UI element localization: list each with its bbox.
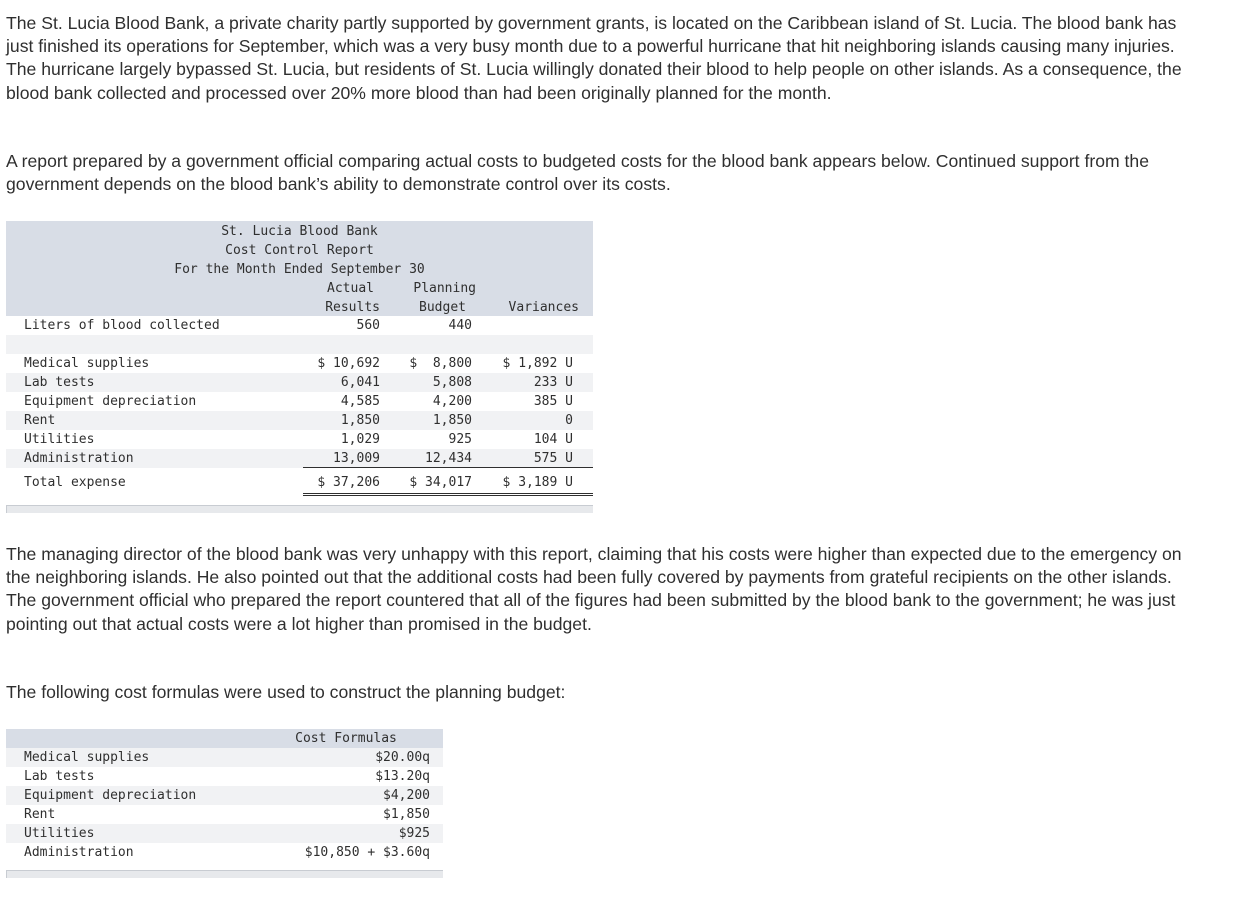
- row-label: Lab tests: [24, 375, 95, 390]
- row-variance: 104 U: [533, 432, 573, 447]
- table-row: [6, 824, 443, 843]
- row-budget: 4,200: [432, 394, 472, 409]
- col-header-actual-2: Results: [325, 300, 380, 315]
- row-variance: 0: [565, 413, 573, 428]
- formulas-header-row: [6, 729, 443, 748]
- formula-value: $1,850: [383, 807, 430, 822]
- intro-paragraph: The St. Lucia Blood Bank, a private charity partly supported by government grants, is located on the Caribbean island of St. Lucia. The blood bank has just finished its operations for September, which was a very busy month due to a powerful hurricane that hit neighboring islands causing many injuries. The hurricane largely bypassed St. Lucia, but residents of St. Lucia willingly donated their blood to help people on other islands. As a consequence, the blood bank collected and processed over 20% more blood than had been originally planned for the month.: [6, 13, 1182, 103]
- table-row: [6, 786, 443, 805]
- row-actual: $ 10,692: [317, 356, 380, 371]
- row-variance: 385 U: [533, 394, 573, 409]
- total-row: [6, 473, 593, 492]
- formula-label: Administration: [24, 845, 134, 860]
- row-label: Medical supplies: [24, 356, 150, 371]
- formula-value: $20.00q: [375, 750, 430, 765]
- total-double-rule-bottom: [303, 495, 593, 496]
- cost-formulas-table: [6, 729, 443, 884]
- formula-value: $925: [398, 826, 430, 841]
- row-variance: 233 U: [533, 375, 573, 390]
- liters-label: Liters of blood collected: [24, 318, 220, 333]
- table-row: [6, 767, 443, 786]
- row-budget: 12,434: [425, 451, 472, 466]
- col-header-actual-1: Actual: [327, 281, 374, 296]
- formula-label: Medical supplies: [24, 750, 150, 765]
- row-budget: 1,850: [432, 413, 472, 428]
- spacer-row: [6, 335, 593, 354]
- table-row: [6, 392, 593, 411]
- row-variance: 575 U: [533, 451, 573, 466]
- table-footer-bar: [6, 505, 593, 513]
- formula-label: Lab tests: [24, 769, 95, 784]
- table-row: [6, 430, 593, 449]
- report-period: For the Month Ended September 30: [174, 262, 425, 277]
- row-actual: 4,585: [340, 394, 380, 409]
- row-variance: $ 1,892 U: [502, 356, 573, 371]
- table-row: [6, 805, 443, 824]
- liters-budget: 440: [448, 318, 472, 333]
- row-label: Utilities: [24, 432, 95, 447]
- row-label: Administration: [24, 451, 134, 466]
- col-header-budget-1: Planning: [413, 281, 476, 296]
- total-variance: $ 3,189 U: [502, 475, 573, 490]
- formula-value: $10,850 + $3.60q: [304, 845, 430, 860]
- row-actual: 6,041: [340, 375, 380, 390]
- formula-value: $4,200: [383, 788, 430, 803]
- col-header-variances: Variances: [508, 300, 579, 315]
- formulas-footer-bar: [6, 870, 443, 878]
- table-row: [6, 449, 593, 468]
- table-row: [6, 373, 593, 392]
- row-actual: 13,009: [333, 451, 380, 466]
- total-label: Total expense: [24, 475, 126, 490]
- formulas-header: Cost Formulas: [295, 731, 397, 746]
- liters-actual: 560: [356, 318, 380, 333]
- row-actual: 1,850: [340, 413, 380, 428]
- report-intro-paragraph: A report prepared by a government official comparing actual costs to budgeted costs for the blood bank appears below. Continued support from the government depends on the blood bank’s ability to demonstrate control over its costs.: [6, 151, 1149, 195]
- formula-label: Utilities: [24, 826, 95, 841]
- total-double-rule-top: [303, 493, 593, 494]
- row-budget: $ 8,800: [409, 356, 472, 371]
- report-title: St. Lucia Blood Bank: [221, 224, 378, 239]
- row-budget: 925: [448, 432, 472, 447]
- table-row: [6, 411, 593, 430]
- report-subtitle: Cost Control Report: [225, 243, 374, 258]
- table-row: [6, 748, 443, 767]
- formulas-intro-paragraph: The following cost formulas were used to construct the planning budget:: [6, 682, 566, 702]
- total-budget: $ 34,017: [409, 475, 472, 490]
- cost-control-report-table: [6, 221, 593, 513]
- row-label: Equipment depreciation: [24, 394, 197, 409]
- liters-row: [6, 316, 593, 335]
- col-header-budget-2: Budget: [419, 300, 466, 315]
- subtotal-rule: [303, 467, 593, 468]
- director-response-paragraph: The managing director of the blood bank was very unhappy with this report, claiming that his costs were higher than expected due to the emergency on the neighboring islands. He also pointed out that the additional costs had been fully covered by payments from grateful recipients on the other islands. The government official who prepared the report countered that all of the figures had been submitted by the blood bank to the government; he was just pointing out that actual costs were a lot higher than promised in the budget.: [6, 544, 1182, 634]
- formula-label: Equipment depreciation: [24, 788, 197, 803]
- table-row: [6, 843, 443, 862]
- total-actual: $ 37,206: [317, 475, 380, 490]
- row-label: Rent: [24, 413, 56, 428]
- row-budget: 5,808: [432, 375, 472, 390]
- table-row: [6, 354, 593, 373]
- formula-value: $13.20q: [375, 769, 430, 784]
- row-actual: 1,029: [340, 432, 380, 447]
- formula-label: Rent: [24, 807, 56, 822]
